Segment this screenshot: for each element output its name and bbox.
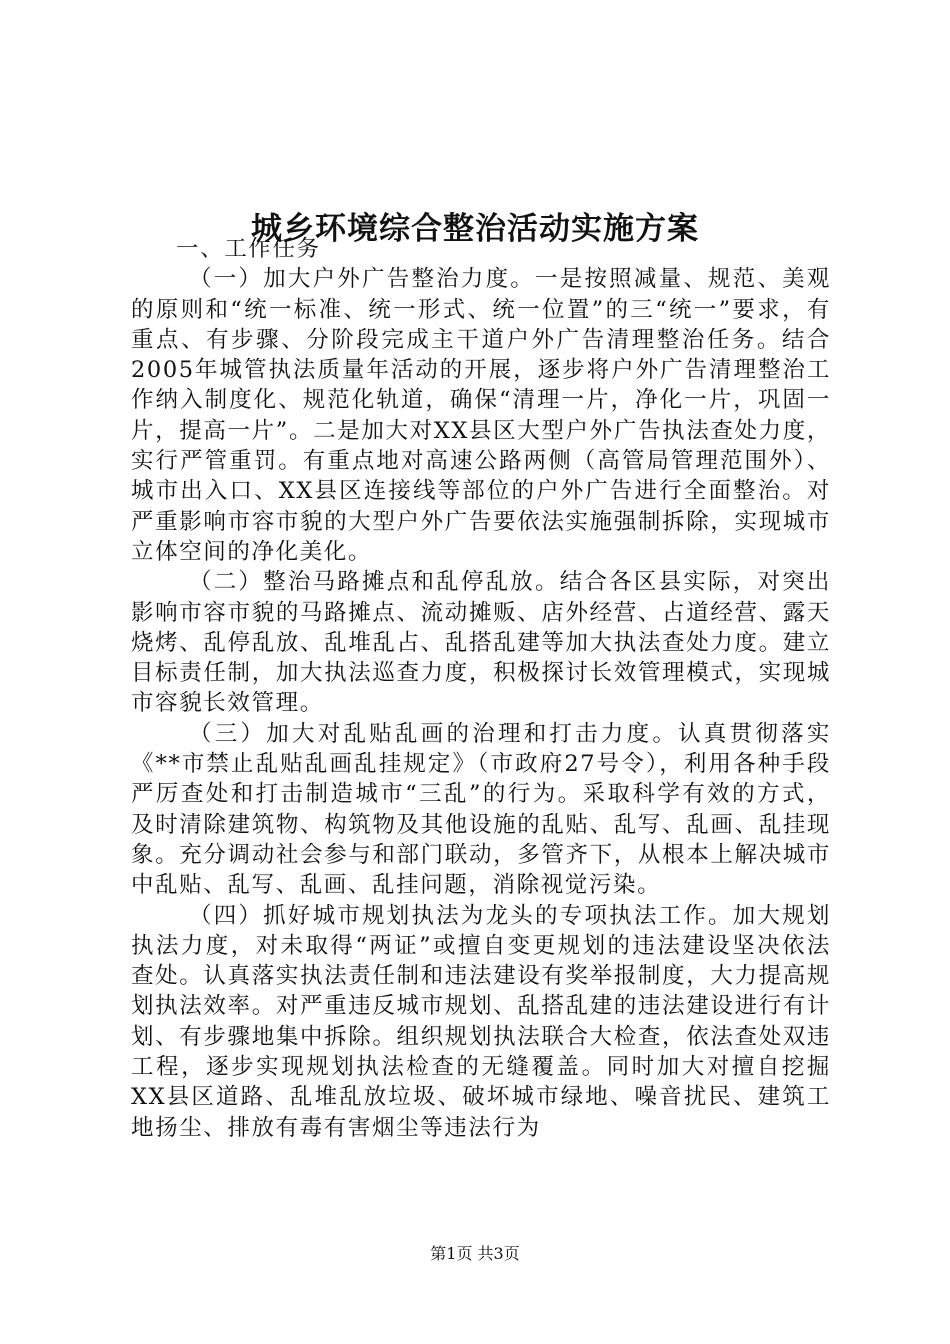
document-title: 城乡环境综合整治活动实施方案 — [251, 210, 699, 247]
page-number-footer: 第1页 共3页 — [430, 1244, 520, 1263]
paragraph-illegal-posting: （三）加大对乱贴乱画的治理和打击力度。认真贯彻落实《**市禁止乱贴乱画乱挂规定》（市政府27号令），利用各种手段严厉查处和打击制造城市“三乱”的行为。采取科学有效的方式，及时清除建筑物、构筑物及其他设施的乱贴、乱写、乱画、乱挂现象。充分调动社会参与和部门联动，多管齐下，从根本上解决城市中乱贴、乱写、乱画、乱挂问题，消除视觉污染。 — [131, 720, 831, 899]
paragraph-street-stalls: （二）整治马路摊点和乱停乱放。结合各区县实际，对突出影响市容市貌的马路摊点、流动摊贩、店外经营、占道经营、露天烧烤、乱停乱放、乱堆乱占、乱搭乱建等加大执法查处力度。建立目标责任制，加大执法巡查力度，积极探讨长效管理模式，实现城市容貌长效管理。 — [131, 569, 831, 717]
paragraph-outdoor-ads: （一）加大户外广告整治力度。一是按照减量、规范、美观的原则和“统一标准、统一形式、统一位置”的三“统一”要求，有重点、有步骤、分阶段完成主干道户外广告清理整治任务。结合2005年城管执法质量年活动的开展，逐步将户外广告清理整治工作纳入制度化、规范化轨道，确保“清理一片，净化一片，巩固一片，提高一片”。二是加大对XX县区大型户外广告执法查处力度，实行严管重罚。有重点地对高速公路两侧（高管局管理范围外）、城市出入口、XX县区连接线等部位的户外广告进行全面整治。对严重影响市容市貌的大型户外广告要依法实施强制拆除，实现城市立体空间的净化美化。 — [131, 266, 831, 565]
paragraph-planning-enforcement: （四）抓好城市规划执法为龙头的专项执法工作。加大规划执法力度，对未取得“两证”或擅自变更规划的违法建设坚决依法查处。认真落实执法责任制和违法建设有奖举报制度，大力提高规划执法效率。对严重违反城市规划、乱搭乱建的违法建设进行有计划、有步骤地集中拆除。组织规划执法联合大检查，依法查处双违工程，逐步实现规划执法检查的无缝覆盖。同时加大对擅自挖掘XX县区道路、乱堆乱放垃圾、破坏城市绿地、噪音扰民、建筑工地扬尘、排放有毒有害烟尘等违法行为 — [131, 902, 831, 1141]
document-body — [131, 234, 831, 1143]
section-heading: 一、工作任务 — [176, 236, 321, 262]
